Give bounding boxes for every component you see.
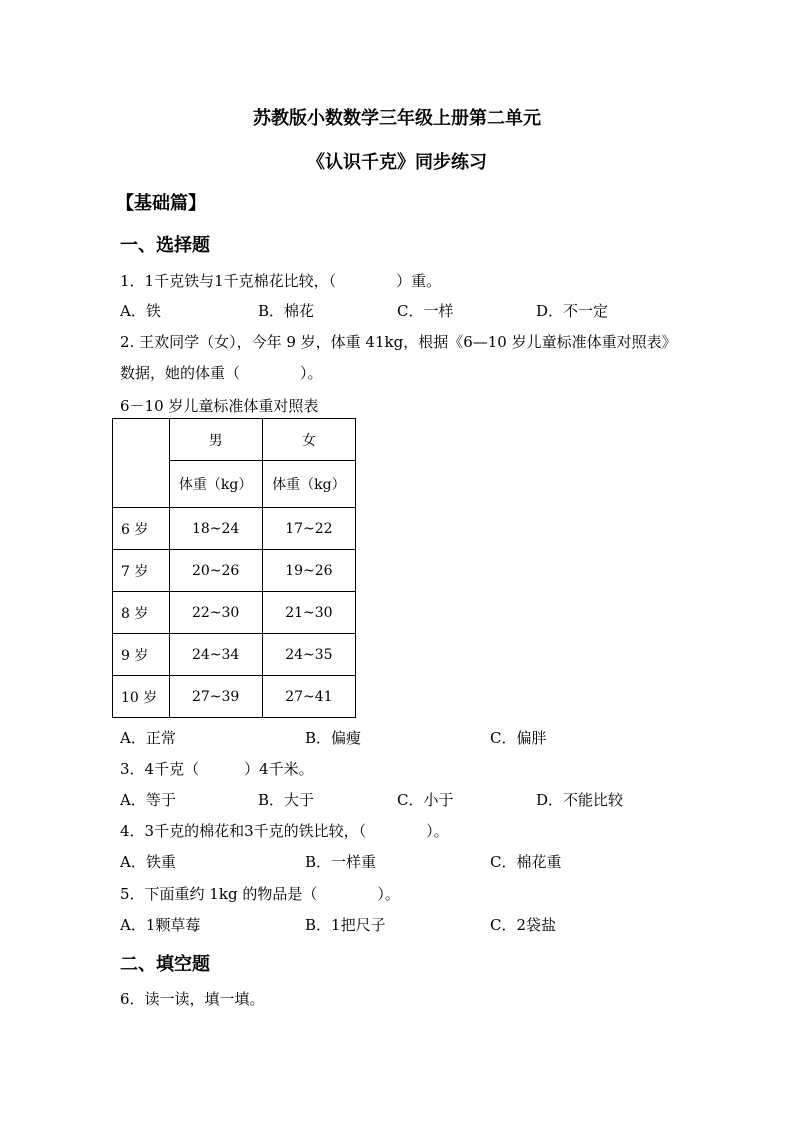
table-row	[113, 634, 356, 676]
header-male: 男	[169, 419, 262, 461]
q3-option-a[interactable]: A．等于	[120, 791, 176, 809]
q1-option-c[interactable]: C．一样	[397, 302, 454, 320]
page-title: 苏教版小数数学三年级上册第二单元	[253, 108, 541, 129]
q4-option-a[interactable]: A．铁重	[120, 853, 176, 871]
female-weight-cell: 21~30	[262, 592, 355, 634]
table-caption: 6－10 岁儿童标准体重对照表	[120, 397, 319, 415]
q1-option-b[interactable]: B．棉花	[258, 302, 315, 320]
section-choice-heading: 一、选择题	[120, 235, 210, 256]
table-row	[113, 676, 356, 718]
q5-option-b[interactable]: B．1把尺子	[305, 916, 386, 934]
q5-option-a[interactable]: A．1颗草莓	[120, 916, 201, 934]
female-weight-cell: 27~41	[262, 676, 355, 718]
age-cell: 10 岁	[113, 676, 170, 718]
section-fill-heading: 二、填空题	[120, 954, 210, 975]
weight-table	[112, 418, 356, 718]
question-2-line1: 2. 王欢同学（女），今年 9 岁，体重 41kg，根据《6—10 岁儿童标准体重对照表》	[120, 333, 677, 351]
q1-option-d[interactable]: D．不一定	[536, 302, 609, 320]
q2-option-a[interactable]: A．正常	[120, 729, 176, 747]
q2-option-b[interactable]: B．偏瘦	[305, 729, 362, 747]
q4-option-c[interactable]: C．棉花重	[490, 853, 562, 871]
q3-option-d[interactable]: D．不能比较	[536, 791, 624, 809]
table-corner-cell	[113, 419, 170, 508]
question-1: 1．1千克铁与1千克棉花比较，（ ）重。	[120, 272, 442, 290]
table-header-row	[113, 419, 356, 461]
female-weight-cell: 24~35	[262, 634, 355, 676]
subheader-female: 体重（kg）	[262, 461, 355, 508]
question-2-line2: 数据，她的体重（ ）。	[120, 364, 323, 382]
q3-option-b[interactable]: B．大于	[258, 791, 315, 809]
q4-option-b[interactable]: B．一样重	[305, 853, 377, 871]
page-subtitle: 《认识千克》同步练习	[307, 152, 487, 173]
male-weight-cell: 18~24	[169, 508, 262, 550]
female-weight-cell: 19~26	[262, 550, 355, 592]
female-weight-cell: 17~22	[262, 508, 355, 550]
q2-option-c[interactable]: C．偏胖	[490, 729, 547, 747]
male-weight-cell: 20~26	[169, 550, 262, 592]
header-female: 女	[262, 419, 355, 461]
subheader-male: 体重（kg）	[169, 461, 262, 508]
question-3: 3．4千克（ ）4千米。	[120, 760, 314, 778]
age-cell: 9 岁	[113, 634, 170, 676]
part-label: 【基础篇】	[116, 193, 206, 214]
question-6: 6．读一读，填一填。	[120, 990, 265, 1008]
male-weight-cell: 24~34	[169, 634, 262, 676]
age-cell: 7 岁	[113, 550, 170, 592]
question-4: 4．3千克的棉花和3千克的铁比较，（ ）。	[120, 822, 449, 840]
age-cell: 6 岁	[113, 508, 170, 550]
q1-option-a[interactable]: A．铁	[120, 302, 161, 320]
q3-option-c[interactable]: C．小于	[397, 791, 454, 809]
question-5: 5．下面重约 1kg 的物品是（ ）。	[120, 885, 400, 903]
age-cell: 8 岁	[113, 592, 170, 634]
table-row	[113, 592, 356, 634]
male-weight-cell: 27~39	[169, 676, 262, 718]
table-row	[113, 550, 356, 592]
q5-option-c[interactable]: C．2袋盐	[490, 916, 557, 934]
male-weight-cell: 22~30	[169, 592, 262, 634]
table-row	[113, 508, 356, 550]
